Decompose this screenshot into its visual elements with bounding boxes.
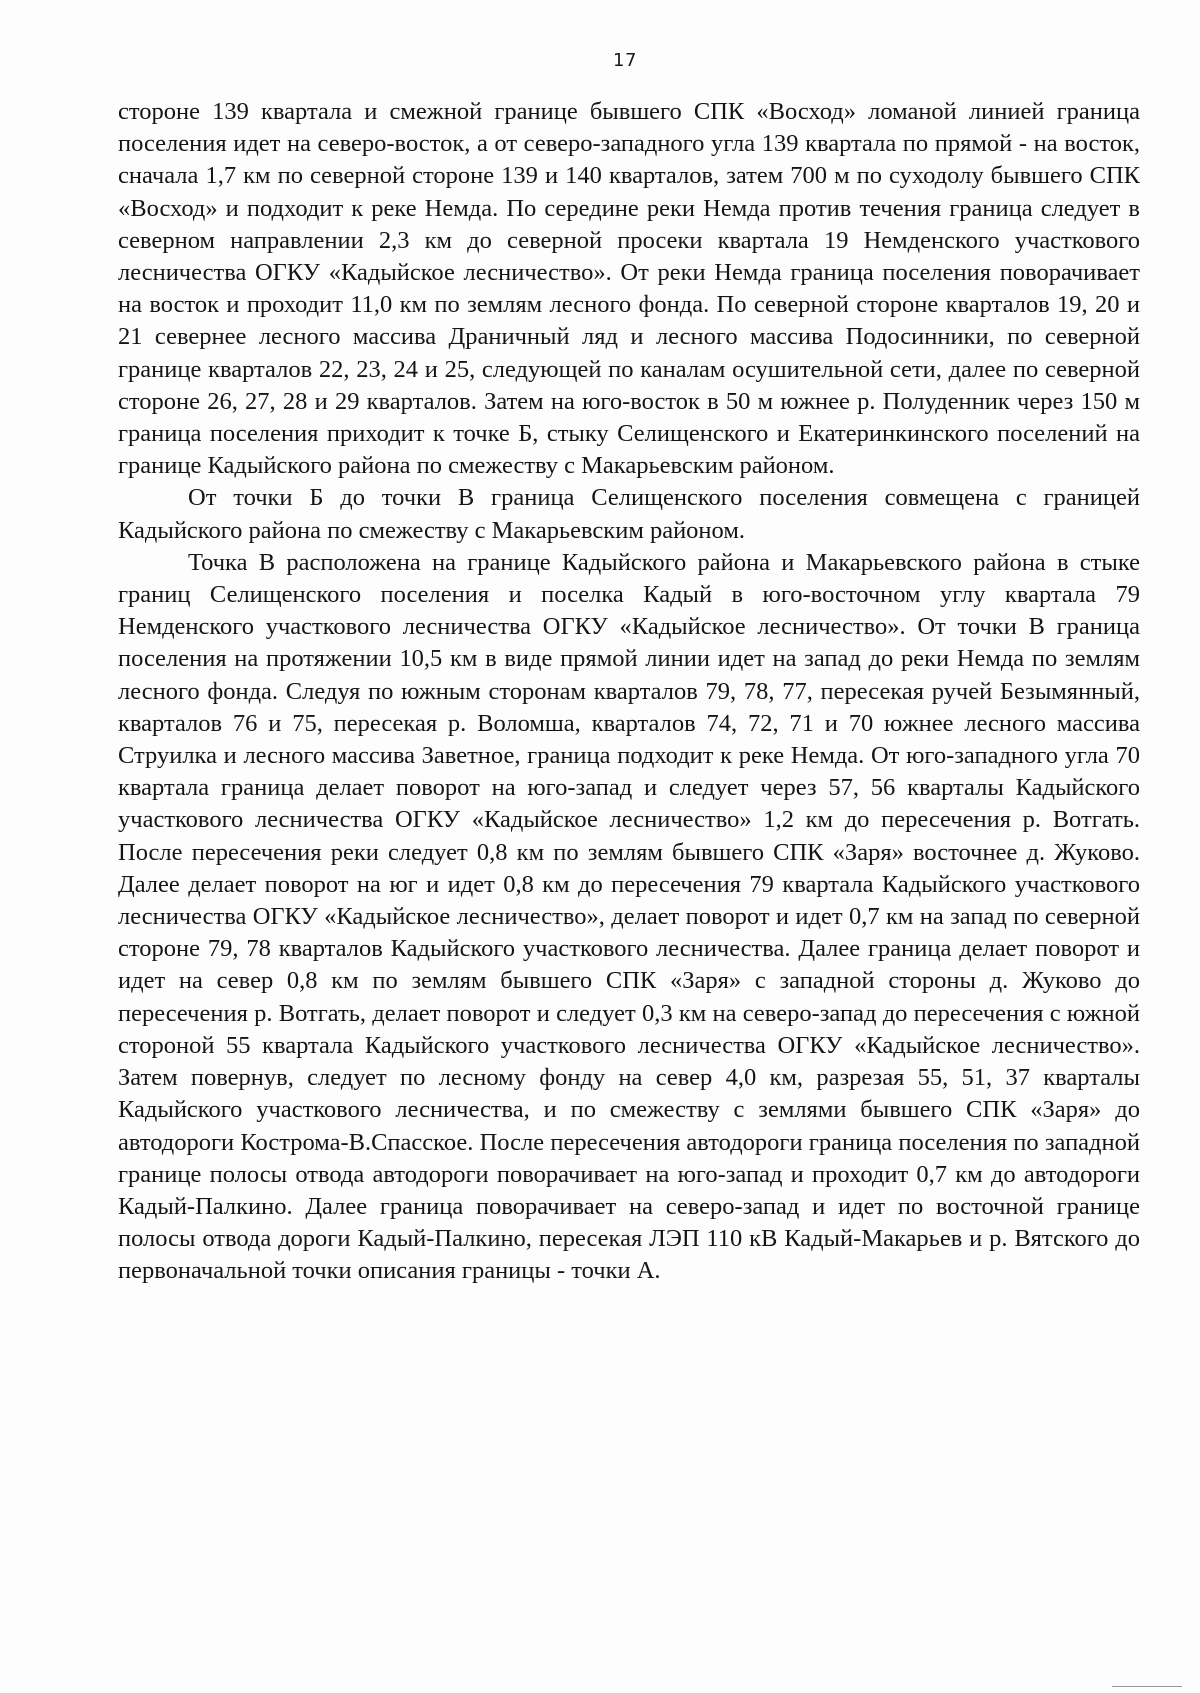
paragraph-3: Точка В расположена на границе Кадыйского района и Макарьевского района в стыке границ Селищенского поселения и поселка Кадый в юго-восточном углу квартала 79 Немденского участкового лесничества ОГКУ «Кадыйское лесничество». От точки В граница поселения на протяжении 10,5 км в виде прямой линии идет на запад до реки Немда по землям лесного фонда. Следуя по южным сторонам кварталов 79, 78, 77, пересекая ручей Безымянный, кварталов 76 и 75, пересекая р. Воломша, кварталов 74, 72, 71 и 70 южнее лесного массива Струилка и лесного массива Заветное, граница подходит к реке Немда. От юго-западного угла 70 квартала граница делает поворот на юго-запад и следует через 57, 56 кварталы Кадыйского участкового лесничества ОГКУ «Кадыйское лесничество» 1,2 км до пересечения р. Вотгать. После пересечения реки следует 0,8 км по землям бывшего СПК «Заря» восточнее д. Жуково. Далее делает поворот на юг и идет 0,8 км до пересечения 79 квартала Кадыйского участкового лесничества ОГКУ «Кадыйское лесничество», делает поворот и идет 0,7 км на запад по северной стороне 79, 78 кварталов Кадыйского участкового лесничества. Далее граница делает поворот и идет на север 0,8 км по землям бывшего СПК «Заря» с западной стороны д. Жуково до пересечения р. Вотгать, делает поворот и следует 0,3 км на северо-запад до пересечения с южной стороной 55 квартала Кадыйского участкового лесничества ОГКУ «Кадыйское лесничество». Затем повернув, следует по лесному фонду на север 4,0 км, разрезая 55, 51, 37 кварталы Кадыйского участкового лесничества, и по смежеству с землями бывшего СПК «Заря» до автодороги Кострома-В.Спасское. После пересечения автодороги граница поселения по западной границе полосы отвода автодороги поворачивает на юго-запад и проходит 0,7 км до автодороги Кадый-Палкино. Далее граница поворачивает на северо-запад и идет по восточной границе полосы отвода дороги Кадый-Палкино, пересекая ЛЭП 110 кВ Кадый-Макарьев и р. Вятского до первоначальной точки описания границы - точки А.	[118, 548, 1140, 1285]
scan-edge-mark	[1112, 1686, 1182, 1687]
paragraph-1: стороне 139 квартала и смежной границе бывшего СПК «Восход» ломаной линией граница поселения идет на северо-восток, а от северо-западного угла 139 квартала по прямой - на восток, сначала 1,7 км по северной стороне 139 и 140 кварталов, затем 700 м по суходолу бывшего СПК «Восход» и подходит к реке Немда. По середине реки Немда против течения граница следует в северном направлении 2,3 км до северной просеки квартала 19 Немденского участкового лесничества ОГКУ «Кадыйское лесничество». От реки Немда граница поселения поворачивает на восток и проходит 11,0 км по землям лесного фонда. По северной стороне кварталов 19, 20 и 21 севернее лесного массива Драничный ляд и лесного массива Подосинники, по северной границе кварталов 22, 23, 24 и 25, следующей по каналам осушительной сети, далее по северной стороне 26, 27, 28 и 29 кварталов. Затем на юго-восток в 50 м южнее р. Полуденник через 150 м граница поселения приходит к точке Б, стыку Селищенского и Екатеринкинского поселений на границе Кадыйского района по смежеству с Макарьевским районом.	[118, 98, 1140, 480]
page-number: 17	[613, 50, 637, 71]
paragraph-2: От точки Б до точки В граница Селищенского поселения совмещена с границей Кадыйского района по смежеству с Макарьевским районом.	[118, 484, 1140, 544]
document-body	[118, 96, 1140, 1288]
